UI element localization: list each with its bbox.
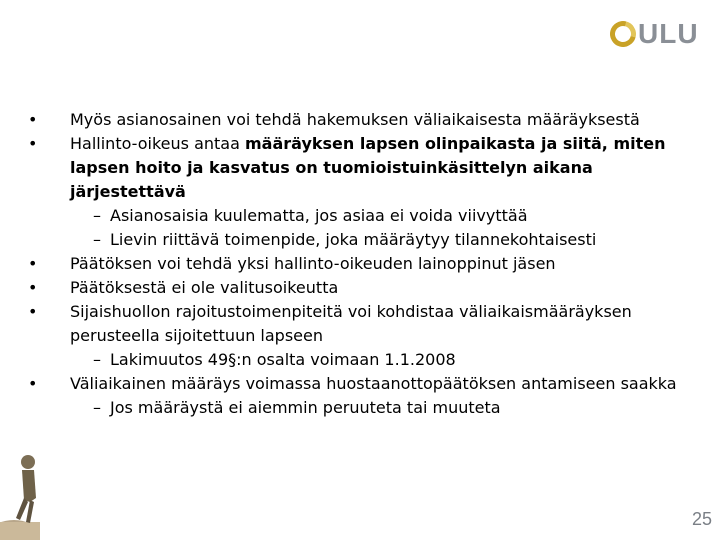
- logo-text: ULU: [638, 18, 699, 49]
- bullet-4: • Päätöksestä ei ole valitusoikeutta: [28, 276, 698, 300]
- statue-image: [0, 440, 46, 540]
- bullet-3: • Päätöksen voi tehdä yksi hallinto-oikeuden lainoppinut jäsen: [28, 252, 698, 276]
- sub-bullet-6-1: – Jos määräystä ei aiemmin peruuteta tai muuteta: [28, 396, 698, 420]
- bullet-2-text: Hallinto-oikeus antaa: [70, 134, 245, 153]
- bullet-6: • Väliaikainen määräys voimassa huostaanottopäätöksen antamiseen saakka: [28, 372, 698, 396]
- bullet-2: [28, 132, 698, 204]
- bullet-1: • Myös asianosainen voi tehdä hakemuksen väliaikaisesta määräyksestä: [28, 108, 698, 132]
- sub-bullet-2-1: – Asianosaisia kuulematta, jos asiaa ei voida viivyttää: [28, 204, 698, 228]
- bullet-2-bold-text: määräyksen lapsen olinpaikasta ja siitä, miten lapsen hoito ja kasvatus on tuomioistuinkäsittelyn aikana järjestettävä: [70, 134, 666, 201]
- sub-bullet-5-1: – Lakimuutos 49§:n osalta voimaan 1.1.2008: [28, 348, 698, 372]
- sub-bullet-2-2: – Lievin riittävä toimenpide, joka määräytyy tilannekohtaisesti: [28, 228, 698, 252]
- oulu-logo: [610, 14, 699, 54]
- bullet-5: • Sijaishuollon rajoitustoimenpiteitä voi kohdistaa väliaikaismääräyksen perusteella sijoitettuun lapseen: [28, 300, 698, 348]
- slide-body: [28, 108, 698, 420]
- logo-ring-icon: [605, 16, 641, 52]
- page-number: 25: [691, 509, 712, 529]
